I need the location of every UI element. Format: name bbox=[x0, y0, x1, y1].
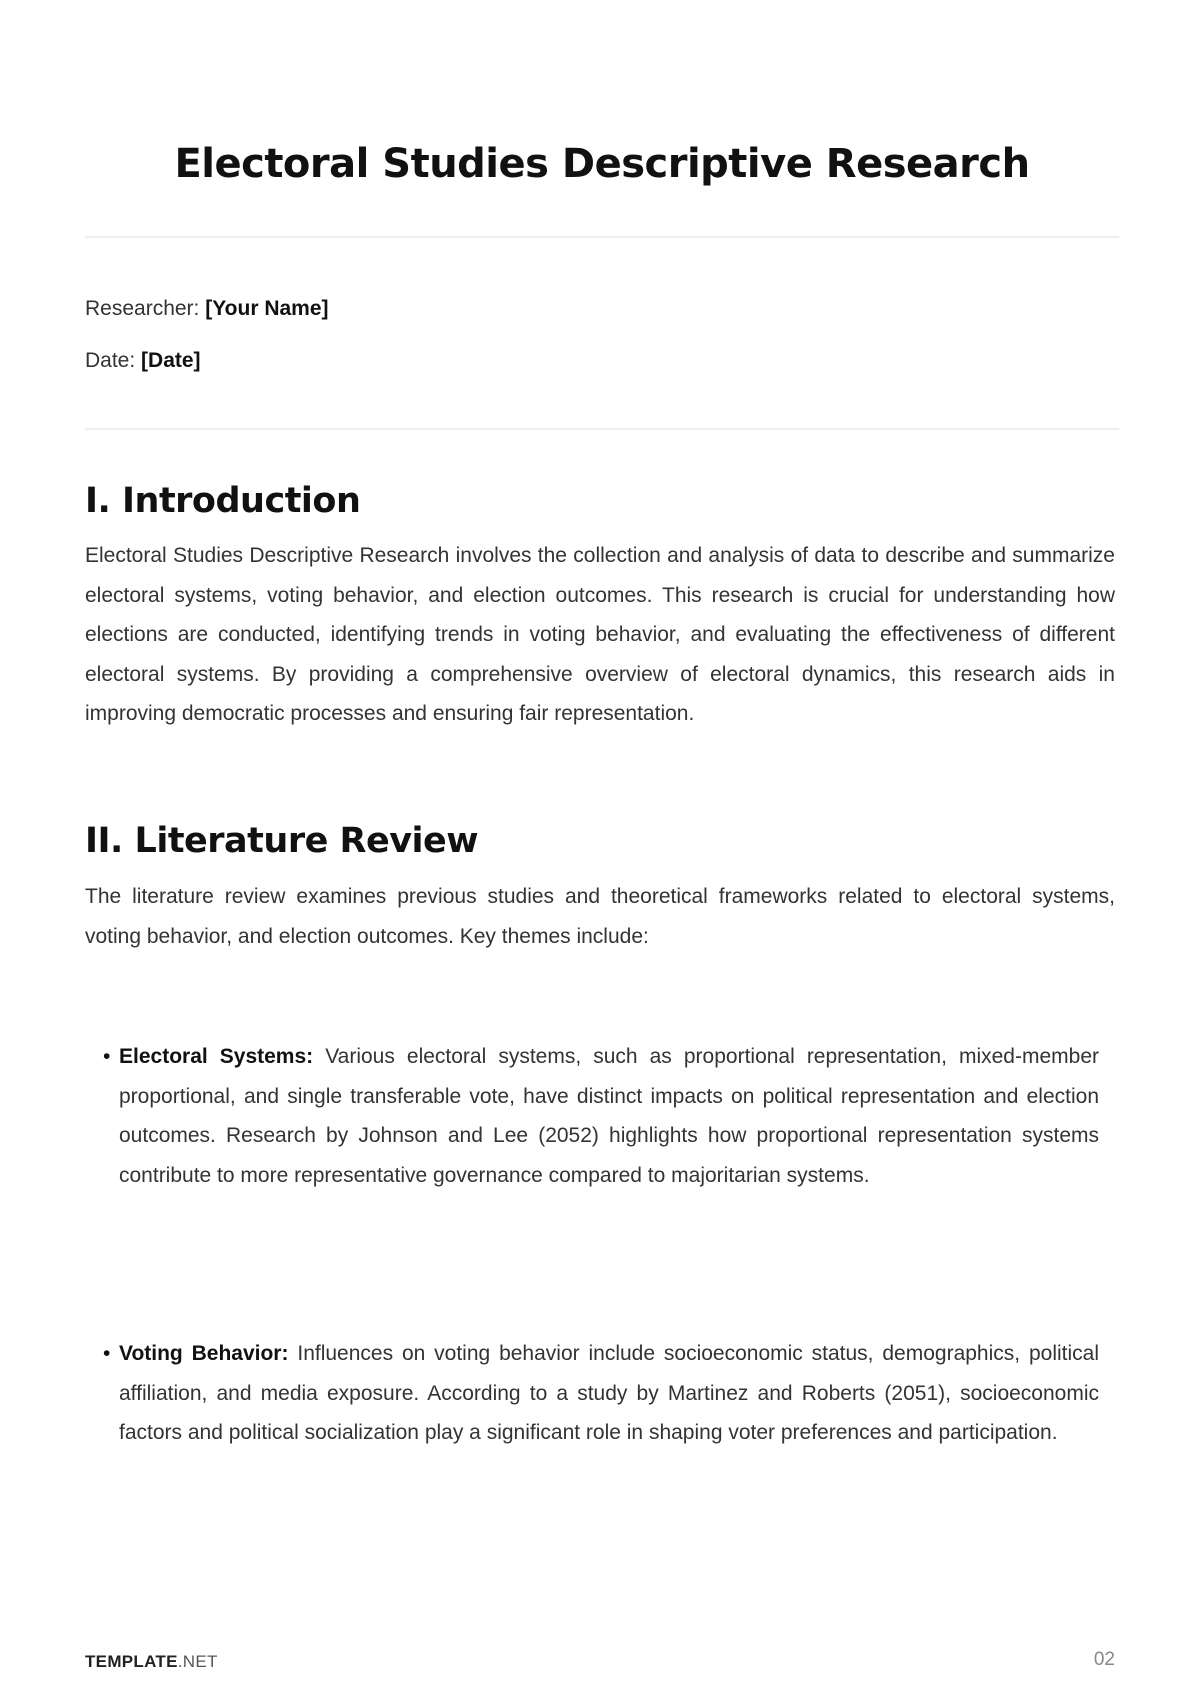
brand-name-suffix: .NET bbox=[177, 1652, 218, 1671]
list-item-term: Electoral Systems: bbox=[119, 1045, 314, 1068]
bullet-icon: • bbox=[103, 1045, 111, 1068]
list-item-description: Various electoral systems, such as proportional representation, mixed-member proportional, and single transferable vote, have distinct impacts on political representation and election outcomes. Research by Johnson and Lee (2052) highlights how proportional representation systems contribute to more representative governance compared to majoritarian systems. bbox=[119, 1045, 1099, 1187]
literature-review-paragraph: The literature review examines previous studies and theoretical frameworks related to electoral systems, voting behavior, and election outcomes. Key themes include: bbox=[85, 885, 1115, 948]
divider-bottom bbox=[85, 428, 1119, 430]
list-item-text bbox=[119, 1334, 1099, 1453]
footer-brand-logo bbox=[85, 1650, 218, 1674]
section-heading-literature-review: II. Literature Review bbox=[85, 821, 479, 861]
list-item-term: Voting Behavior: bbox=[119, 1342, 289, 1365]
date-value: [Date] bbox=[141, 349, 201, 372]
bullet-icon: • bbox=[103, 1342, 111, 1365]
document-page bbox=[85, 0, 1119, 1697]
introduction-paragraph: Electoral Studies Descriptive Research involves the collection and analysis of data to describe and summarize electoral systems, voting behavior, and election outcomes. This research is crucial for understanding how elections are conducted, identifying trends in voting behavior, and evaluating the effectiveness of different electoral systems. By providing a comprehensive overview of electoral dynamics, this research aids in improving democratic processes and ensuring fair representation. bbox=[85, 544, 1115, 725]
researcher-label: Researcher: bbox=[85, 297, 200, 320]
brand-name-bold: TEMPLATE bbox=[85, 1652, 178, 1671]
date-line bbox=[85, 346, 201, 376]
divider-top bbox=[85, 236, 1119, 238]
researcher-value: [Your Name] bbox=[205, 297, 329, 320]
researcher-line bbox=[85, 294, 329, 324]
list-item-description: Influences on voting behavior include socioeconomic status, demographics, political affiliation, and media exposure. According to a study by Martinez and Roberts (2051), socioeconomic factors and political socialization play a significant role in shaping voter preferences and participation. bbox=[119, 1342, 1100, 1444]
section-heading-introduction: I. Introduction bbox=[85, 481, 361, 521]
list-item-text bbox=[119, 1037, 1099, 1195]
date-label: Date: bbox=[85, 349, 136, 372]
page-number: 02 bbox=[1093, 1649, 1115, 1670]
document-title: Electoral Studies Descriptive Research bbox=[174, 141, 1030, 187]
